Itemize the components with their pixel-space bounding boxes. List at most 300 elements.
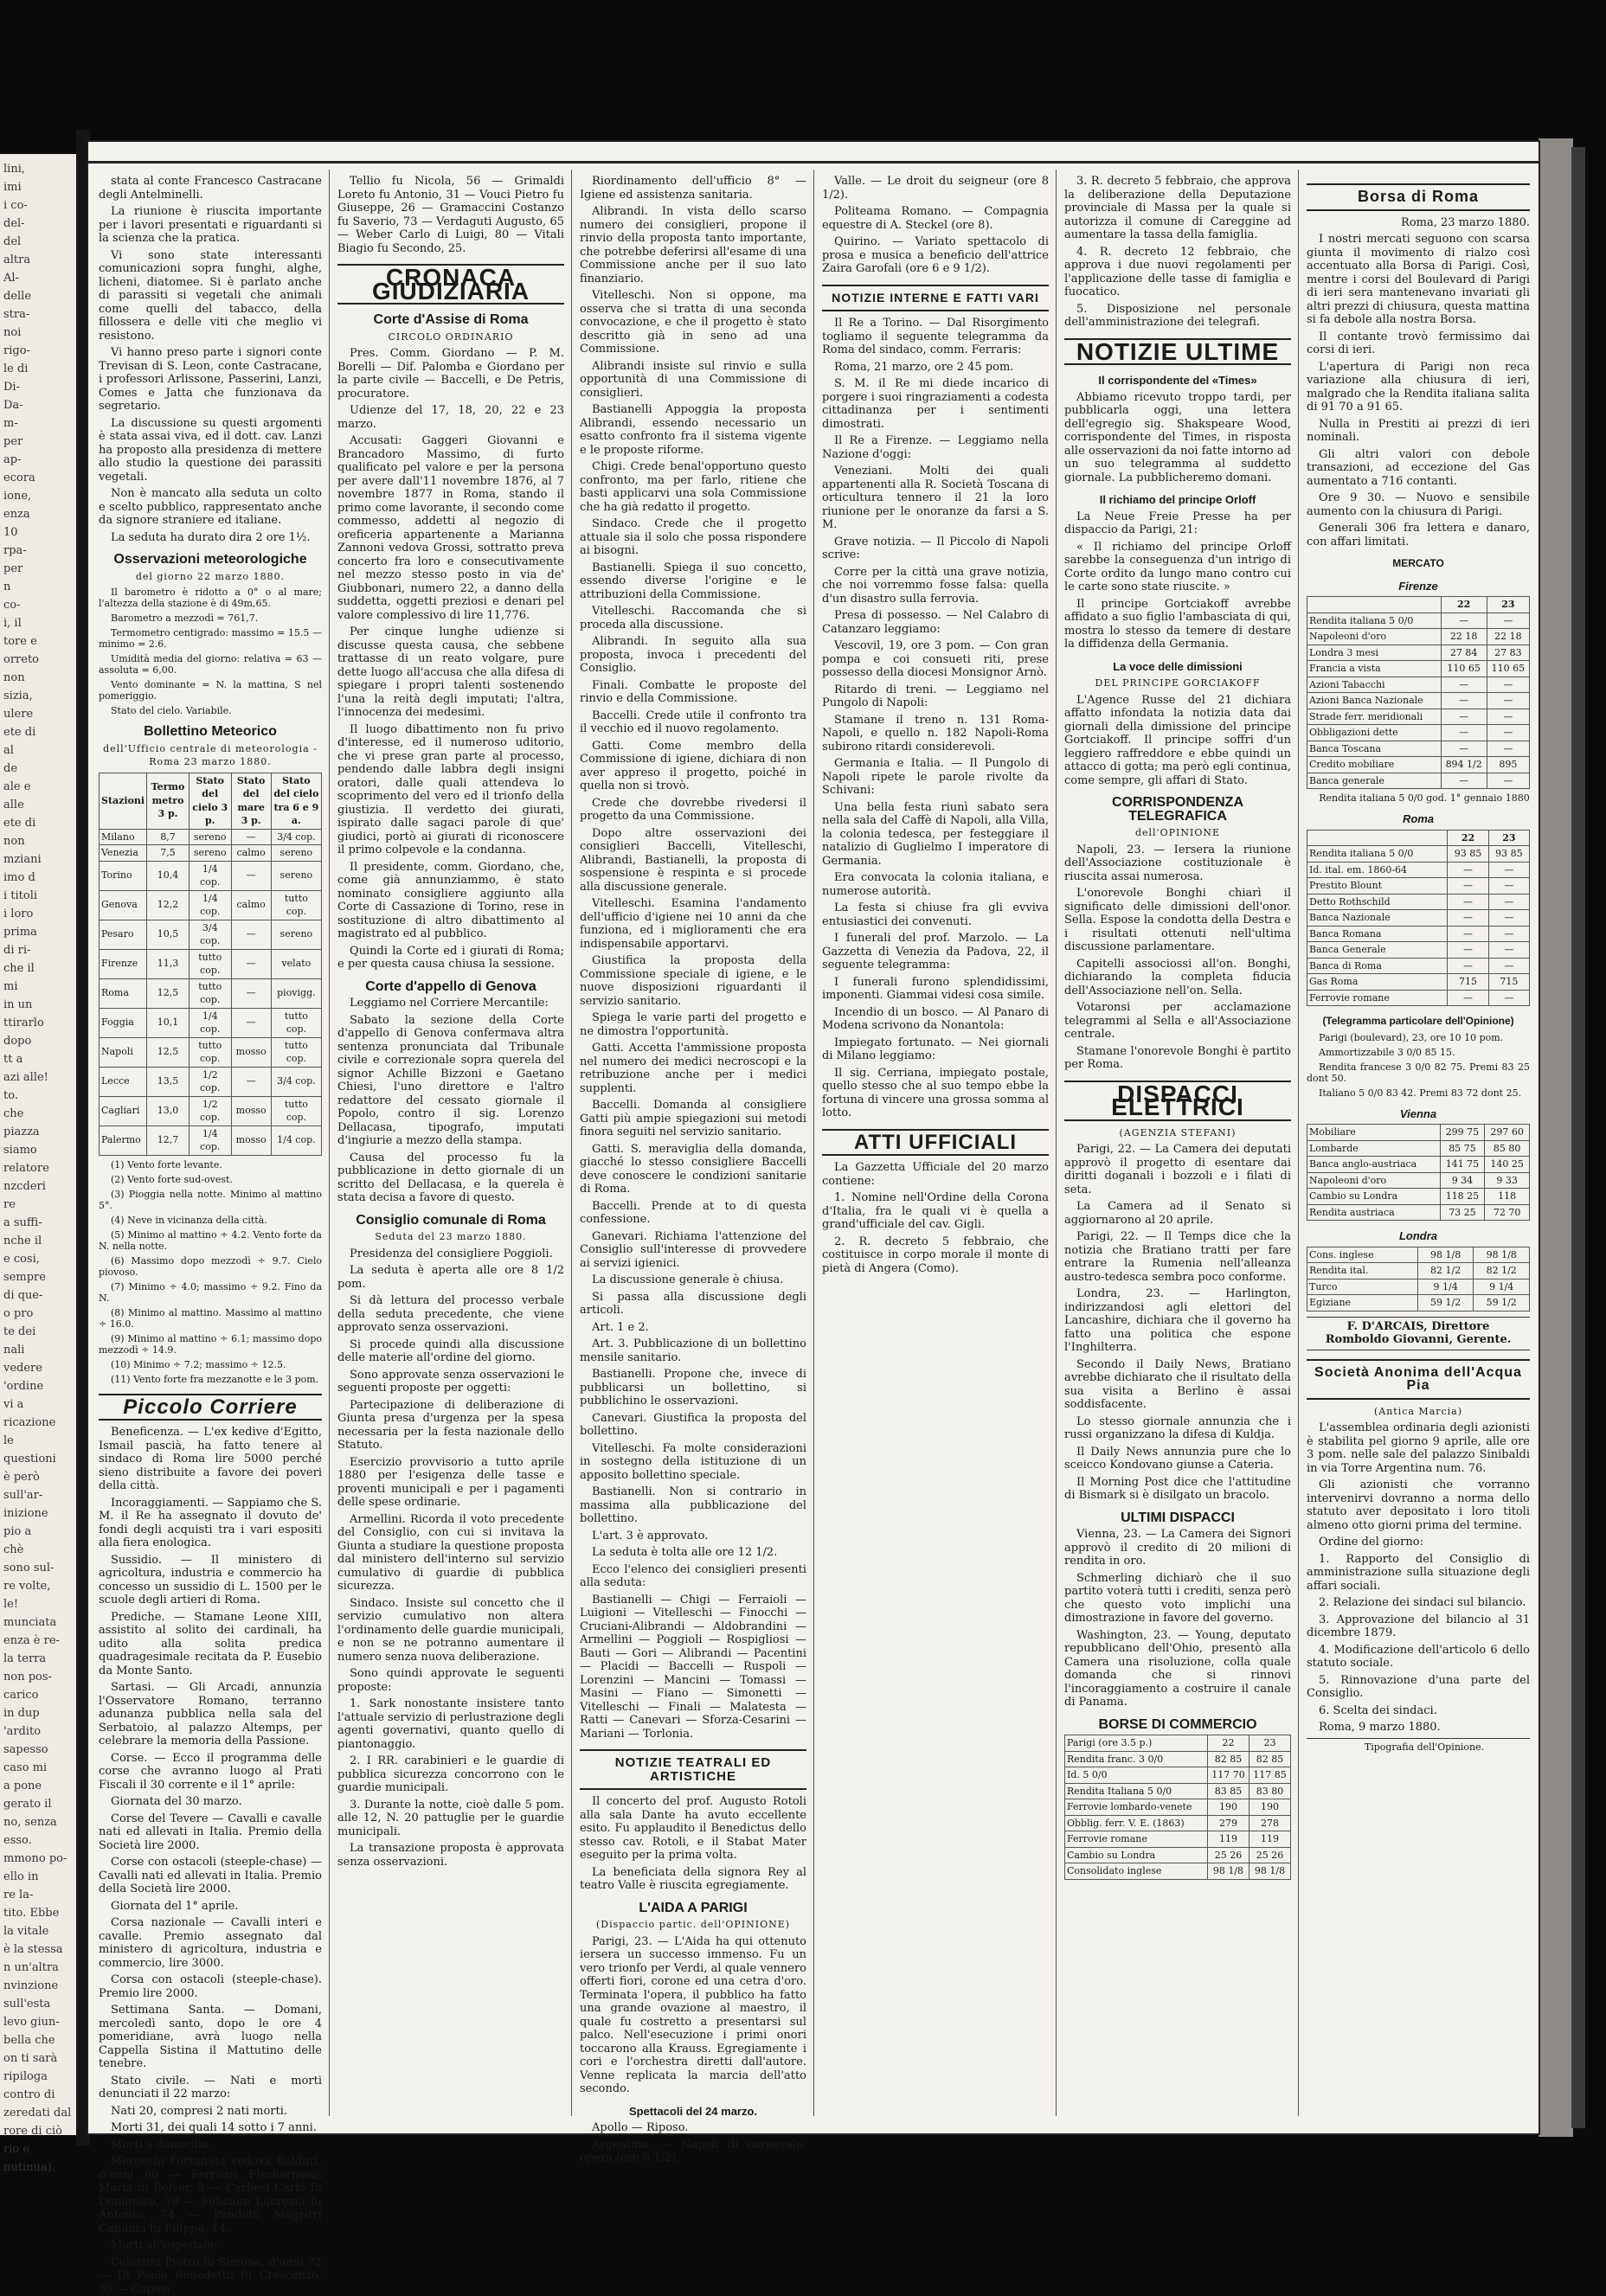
text-line: (3) Pioggia nella notte. Minimo al mattino 5°. xyxy=(99,1189,322,1211)
notizie-interne-title: NOTIZIE INTERNE E FATTI VARI xyxy=(822,285,1049,312)
table-cell: 12,5 xyxy=(147,978,190,1008)
consiglio-comunale-sub: Seduta del 23 marzo 1880. xyxy=(337,1230,564,1244)
table-cell: sereno xyxy=(271,920,321,949)
table-cell: Napoleoni d'oro xyxy=(1307,629,1442,645)
adjacent-page-fragment: chè xyxy=(3,1543,73,1557)
notizie-ultime-title: NOTIZIE ULTIME xyxy=(1064,338,1291,366)
table-cell: 118 xyxy=(1485,1189,1530,1205)
text-line: Lo stesso giornale annunzia che i russi organizzano la difesa di Kuldja. xyxy=(1064,1415,1291,1442)
adjacent-page-fragment: Al- xyxy=(3,272,73,285)
text-line: La discussione su questi argomenti è stata assai viva, ed il dott. cav. Lanzi ha proposto alla presidenza di mettere allo studio la questione dei parassiti vegetali. xyxy=(99,417,322,484)
adjacent-page-fragment: m- xyxy=(3,417,73,431)
table-row xyxy=(100,1096,322,1126)
adjacent-page-fragment: re la- xyxy=(3,1889,73,1902)
table-cell: 98 1/8 xyxy=(1417,1247,1474,1263)
text-line: La seduta è tolta alle ore 12 1/2. xyxy=(580,1546,806,1560)
table-cell: sereno xyxy=(271,861,321,890)
text-line: Alibrandi. In seguito alla sua proposta, invoca i precedenti del Consiglio. xyxy=(580,635,806,676)
text-line: Accusati: Gaggeri Giovanni e Brancadoro Massimo, di furto qualificato pel valore e per la persona per avere dall'11 novembre 1876, al 7 novembre 1877 in Roma, stando il primo come lavorante, il secondo come commesso, addetti al negozio di oreficeria appartenente a Marianna Zannoni vedova Grossi, sottratto preva concerto fra loro e consecutivamente nel mezzo stesso posto in via de' Giubbonari, numero 22, a danno della suddetta, oggetti preziosi e denari pel valore complessivo di lire 11,776. xyxy=(337,434,564,622)
table-cell: Turco xyxy=(1307,1279,1418,1295)
table-cell: 73 25 xyxy=(1440,1204,1485,1221)
table-cell: — xyxy=(1487,741,1529,757)
table-cell: 9 1/4 xyxy=(1417,1279,1474,1295)
adjacent-page-fragment: la vitale xyxy=(3,1925,73,1939)
table-row xyxy=(100,920,322,949)
text-line: Gatti. S. meraviglia della domanda, giacché lo stesso consigliere Baccelli deve conoscere le condizioni sanitarie di Roma. xyxy=(580,1143,806,1196)
table-row xyxy=(100,1126,322,1155)
roma-table xyxy=(1307,830,1530,1007)
spettacoli-body xyxy=(580,2121,806,2165)
table-cell: 85 80 xyxy=(1485,1140,1530,1157)
adjacent-page-fragment: nvinzione xyxy=(3,1979,73,1993)
table-cell: — xyxy=(231,861,271,890)
text-line: (11) Vento forte fra mezzanotte e le 3 pom. xyxy=(99,1374,322,1385)
adjacent-page-fragment: re xyxy=(3,1198,73,1212)
text-line: Parigi (boulevard), 23, ore 10 10 pom. xyxy=(1307,1032,1530,1043)
table-cell: 22 18 xyxy=(1441,629,1487,645)
text-line: Gatti. Come membro della Commissione di igiene, dichiara di non aver appreso il progetto, poiché in quella non si trovò. xyxy=(580,740,806,793)
text-line: Il Re a Firenze. — Leggiamo nella Nazione d'oggi: xyxy=(822,434,1049,461)
adjacent-page-fragment: relatore xyxy=(3,1162,73,1176)
dimissioni-title: La voce delle dimissioni xyxy=(1064,660,1291,674)
text-line: Finali. Combatte le proposte del rinvio e della Commissione. xyxy=(580,679,806,706)
table-cell: 119 xyxy=(1207,1831,1249,1848)
table-cell: — xyxy=(231,978,271,1008)
adjacent-page-fragment: non pos- xyxy=(3,1671,73,1684)
text-line: (5) Minimo al mattino ÷ 4.2. Vento forte da N. nella notte. xyxy=(99,1229,322,1252)
text-line: Ordine del giorno: xyxy=(1307,1536,1530,1549)
table-cell: Rendita Italiana 5 0/0 xyxy=(1065,1783,1208,1799)
text-line: I funerali del prof. Marzolo. — La Gazzetta di Venezia da Padova, 22, il seguente telegramma: xyxy=(822,932,1049,972)
table-row xyxy=(1307,974,1530,991)
text-line: Gli azionisti che vorranno intervenirvi dovranno a norma dello statuto aver depositato i loro titoli almeno otto giorni prima del termine. xyxy=(1307,1478,1530,1532)
table-cell: — xyxy=(1487,612,1529,629)
adjacent-page-fragment: bella che xyxy=(3,2034,73,2048)
aida-body xyxy=(580,1935,806,2096)
adjacent-page-fragment: ale e xyxy=(3,780,73,794)
corte-assise-title: Corte d'Assise di Roma xyxy=(337,313,564,327)
table-row xyxy=(100,1037,322,1067)
table-row xyxy=(1307,645,1530,661)
table-row xyxy=(1307,1157,1530,1173)
bollettino-title: Bollettino Meteorico xyxy=(99,725,322,739)
adjacent-page-fragment: tito. Ebbe xyxy=(3,1907,73,1921)
adjacent-page-fragment: orreto xyxy=(3,653,73,667)
text-line: Riordinamento dell'ufficio 8° — Igiene ed assistenza sanitaria. xyxy=(580,175,806,202)
table-row xyxy=(1307,1204,1530,1221)
adjacent-page-fragment: del xyxy=(3,235,73,249)
adjacent-page-fragment: to. xyxy=(3,1089,73,1103)
text-line: Morti a domicilio. xyxy=(99,2139,322,2152)
table-cell: 11,3 xyxy=(147,949,190,978)
text-line: Sartasi. — Gli Arcadi, annunzia l'Osservatore Romano, terranno adunanza pubblica nella sala del Serbatoio, al palazzo Altemps, per celebrare la memoria della Passione. xyxy=(99,1681,322,1748)
text-line: (8) Minimo al mattino. Massimo al mattino ÷ 16.0. xyxy=(99,1307,322,1330)
table-cell: calmo xyxy=(231,890,271,920)
table-cell: 82 85 xyxy=(1249,1751,1290,1767)
table-row xyxy=(1065,1735,1291,1752)
text-line: Termometro centigrado: massimo = 15.5 — minimo = 2.6. xyxy=(99,627,322,650)
table-cell: — xyxy=(1448,942,1488,959)
adjacent-page-fragment: ete di xyxy=(3,817,73,831)
text-line: Armellini. Ricorda il voto precedente del Consiglio, con cui si invitava la Giunta a studiare la questione proposta dal ministero dell'interno sul servizio cumulativo di guardie di pubblica sicurezza. xyxy=(337,1513,564,1594)
table-row xyxy=(1307,846,1530,863)
table-cell: — xyxy=(1488,894,1529,910)
table-cell: 299 75 xyxy=(1440,1125,1485,1141)
adjacent-page-fragment: piazza xyxy=(3,1126,73,1139)
text-line: Roma, 9 marzo 1880. xyxy=(1307,1721,1530,1735)
table-cell: Ferrovie lombardo-venete xyxy=(1065,1799,1208,1816)
corrispondenza-sub: dell'OPINIONE xyxy=(1064,826,1291,840)
text-line: Umidità media del giorno: relativa = 63 — assoluta = 6,00. xyxy=(99,653,322,676)
table-cell: 141 75 xyxy=(1440,1157,1485,1173)
adjacent-page-fragment: n un'altra xyxy=(3,1961,73,1975)
text-line: Politeama Romano. — Compagnia equestre di A. Steckel (ore 8). xyxy=(822,205,1049,232)
table-cell: 1/2 cop. xyxy=(189,1067,231,1096)
text-line: Generali 306 fra lettera e danaro, con affari limitati. xyxy=(1307,522,1530,548)
adjacent-page-fragment: lini, xyxy=(3,163,73,176)
text-line: Argentina. — Napoli di carnevale, opera (ore 8 1/2). xyxy=(580,2139,806,2165)
text-line: S. M. il Re mi diede incarico di porgere i suoi ringraziamenti a codesta cittadinanza per i sentimenti dimostrati. xyxy=(822,377,1049,431)
table-cell: — xyxy=(1441,773,1487,789)
table-cell: Milano xyxy=(100,829,147,845)
text-line: 2. I RR. carabinieri e le guardie di pubblica sicurezza concorrono con le guardie municipali. xyxy=(337,1754,564,1795)
column-rule xyxy=(329,170,330,2116)
table-cell: sereno xyxy=(189,829,231,845)
table-cell: — xyxy=(1448,910,1488,927)
table-cell: 27 83 xyxy=(1487,645,1529,661)
text-line: Udienze del 17, 18, 20, 22 e 23 marzo. xyxy=(337,404,564,431)
text-line: Il Morning Post dice che l'attitudine di Bismark si è disilgato un bracolo. xyxy=(1064,1476,1291,1503)
table-header-cell: Termo metro 3 p. xyxy=(147,773,190,829)
adjacent-page-fragment: mziani xyxy=(3,853,73,867)
text-line: 5. Rinnovazione d'una parte del Consiglio. xyxy=(1307,1674,1530,1701)
text-line: Presa di possesso. — Nel Calabro di Catanzaro leggiamo: xyxy=(822,609,1049,636)
table-cell: 13,0 xyxy=(147,1096,190,1126)
table-cell: piovigg. xyxy=(271,978,321,1008)
text-line: Celestini Pietro fu Simone, d'anni 72 — Di Paolo Benedetto fu Crescenzo, 39 — Capasi xyxy=(99,2256,322,2296)
vienna-title: Vienna xyxy=(1307,1107,1530,1121)
table-header-cell: 23 xyxy=(1488,830,1529,846)
atti-ufficiali-title: ATTI UFFICIALI xyxy=(822,1129,1049,1157)
notizie-teatrali-title: NOTIZIE TEATRALI ED ARTISTICHE xyxy=(580,1749,806,1790)
adjacent-page-fragment: ulere xyxy=(3,708,73,722)
table-cell: — xyxy=(1487,725,1529,741)
adjacent-page-fragment: al xyxy=(3,744,73,758)
table-cell: Napoli xyxy=(100,1037,147,1067)
adjacent-page-fragment: nzcderi xyxy=(3,1180,73,1194)
table-cell: 98 1/8 xyxy=(1474,1247,1530,1263)
table-row xyxy=(1065,1783,1291,1799)
table-cell: 98 1/8 xyxy=(1207,1863,1249,1880)
text-line: Ganevari. Richiama l'attenzione del Consiglio sull'interesse di provvedere ai servizi igienici. xyxy=(580,1230,806,1271)
table-cell: — xyxy=(1441,725,1487,741)
table-row xyxy=(1065,1767,1291,1784)
adjacent-page-fragment: 'ardito xyxy=(3,1725,73,1739)
adjacent-page-fragment: rpa- xyxy=(3,544,73,558)
table-cell: Obblig. ferr. V. E. (1863) xyxy=(1065,1815,1208,1831)
adjacent-page-fragment: ello in xyxy=(3,1870,73,1884)
table-row xyxy=(1065,1815,1291,1831)
adjacent-page-fragment: pio a xyxy=(3,1525,73,1539)
adjacent-page-fragment: rio e xyxy=(3,2143,73,2157)
table-cell: — xyxy=(1441,709,1487,725)
table-cell: 82 85 xyxy=(1207,1751,1249,1767)
table-cell: 83 80 xyxy=(1249,1783,1290,1799)
dimissioni-body xyxy=(1064,694,1291,788)
text-line: L'apertura di Parigi non reca variazione alla chiusura di ieri, malgrado che la Rendita italiana salita di 91 70 a 91 65. xyxy=(1307,361,1530,414)
table-header-cell: 23 xyxy=(1487,597,1529,613)
table-cell: Consolidato inglese xyxy=(1065,1863,1208,1880)
table-cell: Credito mobiliare xyxy=(1307,757,1442,773)
aida-sub: (Dispaccio partic. dell'OPINIONE) xyxy=(580,1918,806,1932)
adjacent-page-fragment: per xyxy=(3,435,73,449)
table-row xyxy=(100,861,322,890)
table-row xyxy=(1307,1247,1530,1263)
table-cell: — xyxy=(231,1067,271,1096)
column-6 xyxy=(1307,175,1530,2121)
text-line: Sabato la sezione della Corte d'appello di Genova confermava altra sentenza pronunciata dal Tribunale civile e correzionale sopra querela del signor Achille Bizzoni e Gaetano Chiesi, l'uno direttore e l'altro redattore del cessato giornale il Popolo, contro il sig. Lorenzo Dellacasa, tipografo, imputati d'ingiurie a mezzo della stampa. xyxy=(337,1014,564,1148)
text-line: Vento dominante = N. la mattina, S nel pomeriggio. xyxy=(99,679,322,702)
table-row xyxy=(1307,1279,1530,1295)
text-line: Giornata del 30 marzo. xyxy=(99,1795,322,1809)
table-cell: 98 1/8 xyxy=(1249,1863,1290,1880)
adjacent-page-fragment: te dei xyxy=(3,1325,73,1339)
table-row xyxy=(1065,1751,1291,1767)
adjacent-page-fragment: sull'ar- xyxy=(3,1489,73,1503)
adjacent-page-fragment: che il xyxy=(3,962,73,976)
text-line: Sindaco. Insiste sul concetto che il servizio cumulativo non altera l'ordinamento delle guardie municipali, e non se ne potranno aumentare il numero senza nuova deliberazione. xyxy=(337,1597,564,1664)
orloff-title: Il richiamo del principe Orloff xyxy=(1064,493,1291,507)
text-line: 2. Relazione dei sindaci sul bilancio. xyxy=(1307,1596,1530,1610)
table-row xyxy=(100,1008,322,1037)
table-cell: — xyxy=(1448,878,1488,895)
adjacent-page-fragment: stra- xyxy=(3,308,73,322)
adjacent-page-fragment: 'ordine xyxy=(3,1380,73,1394)
table-cell: Francia a vista xyxy=(1307,661,1442,677)
table-cell: mosso xyxy=(231,1126,271,1155)
text-line: 1. Sark nonostante insistere tanto l'attuale servizio di perlustrazione degli agenti governativi, quanto quello di piantonaggio. xyxy=(337,1697,564,1751)
text-line: Ammortizzabile 3 0/0 85 15. xyxy=(1307,1047,1530,1058)
table-cell: Cagliari xyxy=(100,1096,147,1126)
adjacent-page-fragment: i, il xyxy=(3,617,73,631)
adjacent-page-fragment: munciata xyxy=(3,1616,73,1630)
text-line: Bastianelli. Spiega il suo concetto, essendo diverse l'origine e le attribuzioni della Commissione. xyxy=(580,561,806,602)
table-cell: — xyxy=(1487,709,1529,725)
table-cell: Roma xyxy=(100,978,147,1008)
table-row xyxy=(1307,709,1530,725)
adjacent-page-fragment: ripiloga xyxy=(3,2070,73,2084)
text-line: Roma, 21 marzo, ore 2 45 pom. xyxy=(822,361,1049,375)
table-header-cell: Stato del cielo tra 6 e 9 a. xyxy=(271,773,321,829)
adjacent-page-fragment: altra xyxy=(3,253,73,267)
table-cell: Ferrovie romane xyxy=(1065,1831,1208,1848)
table-row xyxy=(1307,661,1530,677)
table-cell: 25 26 xyxy=(1207,1847,1249,1863)
table-cell: 1/2 cop. xyxy=(189,1096,231,1126)
col1-intro xyxy=(99,175,322,544)
text-line: Valle. — Le droit du seigneur (ore 8 1/2). xyxy=(822,175,1049,202)
text-line: Il principe Gortciakoff avrebbe affidato a suo figlio l'ambasciata di qui, mostra lo stesso da temere di destare la diffidenza della Germania. xyxy=(1064,598,1291,651)
adjacent-page-fragment: levo giun- xyxy=(3,2016,73,2030)
table-cell: Azioni Tabacchi xyxy=(1307,677,1442,693)
text-line: Capitelli associossi all'on. Bonghi, dichiarando la completa fiducia dell'Associazione nell'on. Sella. xyxy=(1064,958,1291,998)
table-cell: — xyxy=(1488,958,1529,974)
consiglio-continued xyxy=(580,175,806,1741)
table-row xyxy=(100,845,322,862)
societa-body xyxy=(1307,1421,1530,1735)
bollettino-subtitle: dell'Ufficio centrale di meteorologia - Roma 23 marzo 1880. xyxy=(99,742,322,769)
table-cell: — xyxy=(231,829,271,845)
text-line: La festa si chiuse fra gli evviva entusiastici dei convenuti. xyxy=(822,901,1049,928)
adjacent-page-fragment: in un xyxy=(3,998,73,1012)
table-cell: 10,1 xyxy=(147,1008,190,1037)
text-line: Morti all'ospedale: xyxy=(99,2239,322,2253)
table-cell: 9 1/4 xyxy=(1474,1279,1530,1295)
table-row xyxy=(100,1067,322,1096)
adjacent-page-fragment: non xyxy=(3,835,73,849)
text-line: Napoli, 23. — Iersera la riunione dell'Associazione costituzionale è riuscita assai numerosa. xyxy=(1064,843,1291,884)
page-edge xyxy=(1539,138,1573,2137)
table-header-cell: Stato del cielo 3 p. xyxy=(189,773,231,829)
text-line: Bastianelli. Propone che, invece di pubblicarsi un bollettino, si pubblichino le osservazioni. xyxy=(580,1368,806,1408)
notizie-teatrali-body xyxy=(580,1795,806,1893)
borse-table xyxy=(1064,1735,1291,1880)
text-line: Partecipazione di deliberazione di Giunta presa d'urgenza per la spesa necessaria per la festa nazionale dello Statuto. xyxy=(337,1399,564,1453)
firma xyxy=(1307,1317,1530,1350)
table-cell: 190 xyxy=(1249,1799,1290,1816)
column-1 xyxy=(99,175,322,2121)
text-line: (2) Vento forte sud-ovest. xyxy=(99,1174,322,1185)
table-cell: tutto cop. xyxy=(271,1096,321,1126)
table-cell: — xyxy=(1448,958,1488,974)
table-cell: 1/4 cop. xyxy=(189,1008,231,1037)
table-cell: Venezia xyxy=(100,845,147,862)
adjacent-page-fragment: di que- xyxy=(3,1289,73,1303)
adjacent-page-fragment: o pro xyxy=(3,1307,73,1321)
text-line: Vi sono state interessanti comunicazioni sopra funghi, alghe, licheni, diatomee. Si è parlato anche di parassiti si vegetali che animali come quelli del tabacco, della fillossera e delle viti che meglio vi resistono. xyxy=(99,249,322,343)
table-cell: 297 60 xyxy=(1485,1125,1530,1141)
table-cell: — xyxy=(1487,773,1529,789)
table-cell: Rendita italiana 5 0/0 xyxy=(1307,846,1448,863)
text-line: La Camera ad il Senato si aggiornarono al 20 aprile. xyxy=(1064,1200,1291,1227)
adjacent-page-fragment: alle xyxy=(3,798,73,812)
times-subtitle: Il corrispondente del «Times» xyxy=(1064,374,1291,388)
text-line: Ritardo di treni. — Leggiamo nel Pungolo di Napoli: xyxy=(822,683,1049,710)
text-line: Corsa con ostacoli (steeple-chase). Premio lire 2000. xyxy=(99,1973,322,2000)
text-line: Bastianelli Appoggia la proposta Alibrandi, essendo necessario un esatto confronto fra il sistema vigente e le proposte riforme. xyxy=(580,403,806,457)
table-cell: 117 70 xyxy=(1207,1767,1249,1784)
table-cell: — xyxy=(1488,878,1529,895)
text-line: Il presidente, comm. Giordano, che, come già annunziammo, è stato nominato consigliere aggiunto alla Corte di Cassazione di Torino, rese in sostituzione di altro dibattimento al magistrato ed al pubblico. xyxy=(337,861,564,941)
text-line: Vienna, 23. — La Camera dei Signori approvò il credito di 20 milioni di rendita in oro. xyxy=(1064,1528,1291,1568)
table-cell: sereno xyxy=(271,845,321,862)
text-line: Alibrandi. In vista dello scarso numero dei consiglieri, propone il rinvio della proposta tanto importante, che potrebbe deferirsi all'esame di una Commissione anche per il suo lato finanziario. xyxy=(580,205,806,285)
text-line: 6. Scelta dei sindaci. xyxy=(1307,1704,1530,1718)
table-cell: Cons. inglese xyxy=(1307,1247,1418,1263)
adjacent-page-fragment: i titoli xyxy=(3,889,73,903)
table-cell: Genova xyxy=(100,890,147,920)
table-row xyxy=(1307,693,1530,709)
text-line: Nati 20, compresi 2 nati morti. xyxy=(99,2105,322,2119)
table-cell: tutto cop. xyxy=(271,1037,321,1067)
table-row xyxy=(1307,862,1530,878)
corte-appello-body xyxy=(337,997,564,1205)
text-line: F. D'ARCAIS, Direttore xyxy=(1307,1320,1530,1334)
table-cell: Banca generale xyxy=(1307,773,1442,789)
table-cell: Ferrovie romane xyxy=(1307,990,1448,1006)
adjacent-page-fragment: contro di xyxy=(3,2088,73,2102)
adjacent-page-fragment: sizia, xyxy=(3,689,73,703)
column-2 xyxy=(337,175,564,2121)
table-cell: Torino xyxy=(100,861,147,890)
adjacent-page-fragment: siamo xyxy=(3,1144,73,1158)
text-line: Stamane l'onorevole Bonghi è partito per Roma. xyxy=(1064,1045,1291,1072)
tipografia: Tipografia dell'Opinione. xyxy=(1307,1738,1530,1753)
table-cell: 22 xyxy=(1207,1735,1249,1752)
adjacent-page-fragment: enza è re- xyxy=(3,1634,73,1648)
table-cell: Banca Generale xyxy=(1307,942,1448,959)
text-line: Votaronsi per acclamazione telegrammi al Sella e all'Associazione centrale. xyxy=(1064,1001,1291,1042)
text-line: L'art. 3 è approvato. xyxy=(580,1530,806,1543)
adjacent-page-fragment: Da- xyxy=(3,399,73,413)
table-row xyxy=(1307,1172,1530,1189)
table-cell: sereno xyxy=(189,845,231,862)
table-cell: tutto cop. xyxy=(189,1037,231,1067)
table-cell: Rendita ital. xyxy=(1307,1263,1418,1279)
adjacent-page-fragment: imo d xyxy=(3,871,73,885)
text-line: Baccelli. Crede utile il confronto tra il vecchio ed il nuovo regolamento. xyxy=(580,709,806,736)
dispacci-sub: (AGENZIA STEFANI) xyxy=(1064,1126,1291,1140)
text-line: La riunione è riuscita importante per i lavori presentati e riguardanti si la scienza che la pratica. xyxy=(99,205,322,246)
text-line: Presidenza del consigliere Poggioli. xyxy=(337,1247,564,1261)
table-cell: Firenze xyxy=(100,949,147,978)
text-line: Beneficenza. — L'ex kedive d'Egitto, Ismail pascià, ha fatto tenere al sindaco di Roma lire 5000 perché sieno distribuite a favore dei poveri della città. xyxy=(99,1426,322,1493)
adjacent-page-fragment: mmono po- xyxy=(3,1852,73,1866)
adjacent-page-fragment: re volte, xyxy=(3,1580,73,1594)
table-row xyxy=(100,949,322,978)
table-cell: calmo xyxy=(231,845,271,862)
text-line: Quirino. — Variato spettacolo di prosa e musica a beneficio dell'attrice Zaira Garofali (ore 6 e 9 1/2). xyxy=(822,235,1049,276)
mercato-title: MERCATO xyxy=(1307,557,1530,571)
table-row xyxy=(1307,677,1530,693)
corte-assise-sub: CIRCOLO ORDINARIO xyxy=(337,330,564,344)
adjacent-page-fragment: le di xyxy=(3,362,73,376)
adjacent-page-fragment: azi alle! xyxy=(3,1071,73,1085)
table-cell: 10,4 xyxy=(147,861,190,890)
text-line: Corsa nazionale — Cavalli interi e cavalle. Premio assegnato dal ministero di agricoltura, industria e commercio, lire 3000. xyxy=(99,1916,322,1970)
table-cell: tutto cop. xyxy=(271,1008,321,1037)
adjacent-page-fragment: nali xyxy=(3,1344,73,1357)
table-cell: 278 xyxy=(1249,1815,1290,1831)
notizie-ultime-body xyxy=(1064,391,1291,485)
column-5 xyxy=(1064,175,1291,2121)
text-line: (6) Massimo dopo mezzodì ÷ 9.7. Cielo piovoso. xyxy=(99,1255,322,1278)
text-line: Italiano 5 0/0 83 42. Premi 83 72 dont 25. xyxy=(1307,1087,1530,1099)
text-line: 4. R. decreto 12 febbraio, che approva i due nuovi regolamenti per l'applicazione delle tasse di famiglia e fuocatico. xyxy=(1064,246,1291,299)
table-cell: Foggia xyxy=(100,1008,147,1037)
table-cell: — xyxy=(231,1008,271,1037)
table-row xyxy=(1065,1799,1291,1816)
adjacent-page-fragment: di ri- xyxy=(3,944,73,958)
text-line: I funerali furono splendidissimi, imponenti. Giammai videsi cosa simile. xyxy=(822,976,1049,1003)
text-line: Rendita francese 3 0/0 82 75. Premi 83 25 dont 50. xyxy=(1307,1061,1530,1084)
adjacent-page-fragment: ttirarlo xyxy=(3,1017,73,1030)
adjacent-page-fragment: imi xyxy=(3,181,73,195)
table-cell: Prestito Blount xyxy=(1307,878,1448,895)
table-cell: 59 1/2 xyxy=(1417,1295,1474,1312)
table-cell: 1/4 cop. xyxy=(189,861,231,890)
adjacent-page-fragment: del- xyxy=(3,217,73,231)
